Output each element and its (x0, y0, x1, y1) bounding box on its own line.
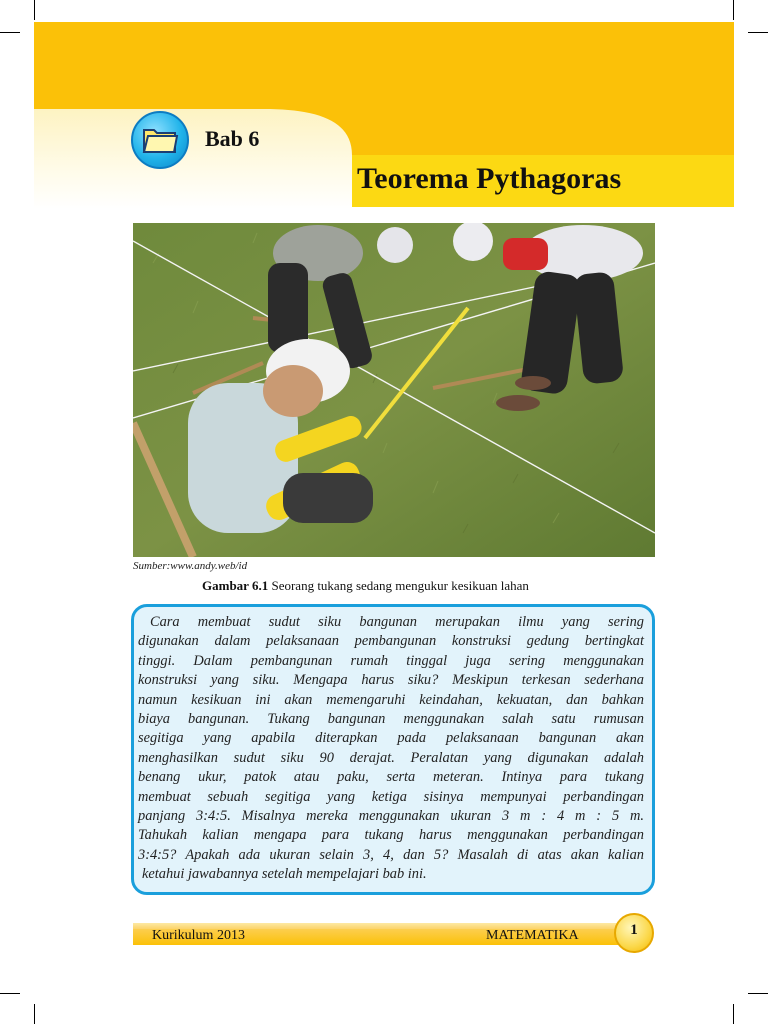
figure-caption (202, 578, 529, 594)
figure-caption-label: Gambar 6.1 (202, 578, 269, 593)
folder-icon (141, 124, 179, 156)
intro-line: digunakan dalam pelaksanaan pembangunan konstruksi gedung bertingkat (138, 633, 644, 650)
figure-caption-text: Seorang tukang sedang mengukur kesikuan lahan (268, 578, 529, 593)
intro-line: ketahui jawabannya setelah mempelajari bab ini. (142, 866, 427, 883)
chapter-title: Teorema Pythagoras (357, 162, 622, 195)
crop-mark (34, 0, 35, 20)
footer-curriculum: Kurikulum 2013 (152, 928, 245, 943)
intro-line: konstruksi yang siku. Mengapa harus siku? Meskipun terkesan sederhana (138, 672, 644, 689)
crop-mark (748, 32, 768, 33)
page-number: 1 (630, 922, 638, 938)
chapter-label: Bab 6 (205, 126, 260, 151)
chapter-photo (133, 223, 655, 557)
footer-subject: MATEMATIKA (486, 928, 579, 943)
crop-mark (0, 32, 20, 33)
intro-line: Cara membuat sudut siku bangunan merupakan ilmu yang sering (150, 614, 644, 630)
chapter-banner (34, 22, 734, 109)
intro-line: panjang 3:4:5. Misalnya mereka menggunakan ukuran 3 m : 4 m : 5 m. (138, 808, 644, 825)
intro-line: benang ukur, patok atau paku, serta meteran. Intinya para tukang (138, 769, 644, 786)
crop-mark (748, 993, 768, 994)
crop-mark (733, 0, 734, 20)
intro-paragraph (138, 613, 644, 885)
crop-mark (0, 993, 20, 994)
intro-line: namun kesikuan ini akan memengaruhi keindahan, kekuatan, dan bahkan (138, 691, 644, 708)
figure-source: Sumber:www.andy.web/id (133, 560, 248, 572)
intro-line: tinggi. Dalam pembangunan rumah tinggal juga sering menggunakan (138, 652, 644, 669)
intro-line: segitiga yang apabila diterapkan pada pelaksanaan bangunan akan (138, 730, 644, 747)
crop-mark (34, 1004, 35, 1024)
intro-line: biaya bangunan. Tukang bangunan menggunakan salah satu rumusan (138, 711, 644, 728)
intro-line: membuat sebuah segitiga yang ketiga sisinya mempunyai perbandingan (138, 788, 644, 805)
intro-line: menghasilkan sudut siku 90 derajat. Peralatan yang digunakan adalah (138, 749, 644, 766)
intro-line: Tahukah kalian mengapa para tukang harus menggunakan perbandingan (138, 827, 644, 844)
crop-mark (733, 1004, 734, 1024)
intro-line: 3:4:5? Apakah ada ukuran selain 3, 4, dan 5? Masalah di atas akan kalian (138, 846, 644, 863)
